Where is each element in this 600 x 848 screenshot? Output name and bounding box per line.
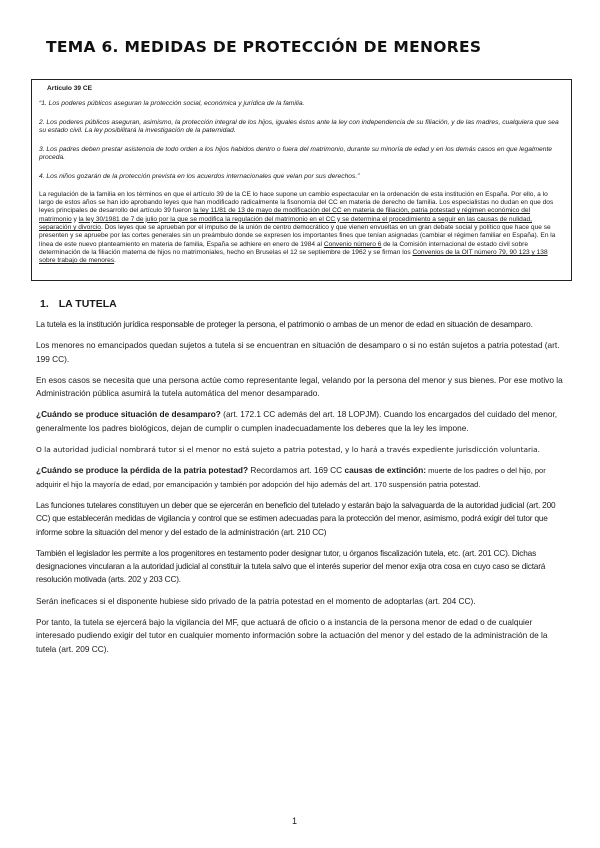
article-item-2: 2. Los poderes públicos aseguran, asimismo, la protección integral de los hijos, iguales éstos ante la ley con independencia de su filiación, y de las madres, cualquiera que sea su estado civil. La ley posibilitará la investigación de la paternidad. bbox=[39, 118, 559, 135]
law-30-1981-link: la ley 30/1981 de 7 de julio por la que se modifica la regulación del matrimonio en el CC y se determina el procedimiento a seguir en las causas de nulidad, separación y divorcio bbox=[39, 215, 532, 231]
section-number: 1. bbox=[40, 298, 49, 310]
commentary-text: . Dos leyes que se aprueban por el impulso de la unión de centro democrático y que vienen envueltas en un gran debate social y político que hace que se presenten y se apruebe por las cortes generales sin un preámbulo donde se expresen los importantes fines que tenían asignadas (cambiar el régimen familiar en España). En la línea de este nuevo planteamiento en materia de familia, España se adhiere en enero de 1984 al bbox=[39, 223, 556, 248]
page-number: 1 bbox=[292, 816, 298, 826]
section-content bbox=[36, 318, 564, 664]
paragraph: Las funciones tutelares constituyen un deber que se ejercerán en beneficio del tutelado y estarán bajo la salvaguarda de la autoridad judicial (art. 200 CC) que establecerán medidas de vigilancia y control que se estimen adecuadas para la protección del menor, asimismo, podrá exigir del tutor que informe sobre la situación del menor y del estado de la administración (art. 210 CC) bbox=[36, 499, 556, 537]
commentary-text: La regulación de la familia en los términos en que el artículo 39 de la CE lo hace supone un cambio espectacular en la ordenación de esta institución en España. Por ello, a lo largo de estos años se han ido aprobando leyes que han modificado radicalmente la fisonomía del CC en materia de derecho de familia. Los especialistas no dudan en que dos leyes principales de desarrollo del artículo 39 fueron bbox=[39, 190, 554, 215]
paragraph: Serán ineficaces si el disponente hubiese sido privado de la patria potestad en el momento de adoptarlas (art. 204 CC). bbox=[36, 595, 476, 606]
article-item-1: “1. Los poderes públicos aseguran la protección social, económica y jurídica de la familia. bbox=[39, 100, 305, 107]
paragraph: Los menores no emancipados quedan sujetos a tutela si se encuentran en situación de desamparo o si no están sujetos a patria potestad (art. 199 CC). bbox=[36, 340, 560, 364]
convenio-6-link: Convenio número 6 bbox=[323, 240, 382, 248]
section-title: LA TUTELA bbox=[58, 298, 117, 310]
law-11-81-link: la ley 11/81 de 13 de mayo de modificación del CC en materia de filiación, patria potestad y régimen económico del matrimonio bbox=[39, 207, 531, 223]
paragraph bbox=[36, 464, 564, 491]
paragraph: O la autoridad judicial nombrará tutor si el menor no está sujeto a patria potestad, y lo hará a través expediente jurisdicción voluntaria. bbox=[36, 445, 540, 455]
paragraph: La tutela es la institución jurídica responsable de proteger la persona, el patrimonio o ambas de un menor de edad en situación de desamparo. bbox=[36, 319, 533, 329]
paragraph-text: Recordamos art. 169 CC bbox=[248, 465, 345, 476]
article-box bbox=[31, 79, 572, 281]
article-item-4: 4. Los niños gozarán de la protección prevista en los acuerdos internacionales que velan por sus derechos.” bbox=[39, 172, 360, 180]
paragraph bbox=[36, 408, 564, 435]
commentary-text: de la Comisión internacional de estado civil sobre determinación de la filiación materna de hijos no matrimoniales, hecho en Bruselas el 12 se septiembre de 1962 y se firman los bbox=[39, 240, 528, 256]
article-label: Artículo 39 CE bbox=[47, 85, 93, 92]
commentary-text: y bbox=[71, 215, 79, 223]
section-heading bbox=[40, 298, 117, 310]
question-heading: ¿Cuándo se produce situación de desamparo? bbox=[36, 409, 221, 420]
question-heading: ¿Cuándo se produce la pérdida de la patria potestad? bbox=[36, 465, 249, 476]
page-title: TEMA 6. MEDIDAS DE PROTECCIÓN DE MENORES bbox=[46, 38, 482, 56]
commentary-text: . bbox=[114, 257, 116, 265]
bold-term: causas de extinción: bbox=[344, 465, 427, 476]
paragraph-text: muerte de los padres o del hijo, por adquirir el hijo la mayoría de edad, por emancipación y también por adopción del hijo además del art. 170 suspensión patria potestad. bbox=[36, 466, 546, 489]
paragraph-text: (art. 172.1 CC además del art. 18 LOPJM). Cuando los encargados del cuidado del menor, generalmente los padres biológicos, dejan de cumplir o cumplen inadecuadamente los deberes que la ley les impone. bbox=[36, 409, 558, 433]
article-commentary bbox=[39, 191, 564, 266]
paragraph: Por tanto, la tutela se ejercerá bajo la vigilancia del MF, que actuará de oficio o a instancia de la persona menor de edad o de cualquier interesado pudiendo exigir del tutor en cualquier momento información sobre la actuación del menor y del estado de la administración de la tutela (art. 209 CC). bbox=[36, 617, 548, 654]
paragraph: También el legislador les permite a los progenitores en testamento poder designar tutor, u órganos fiscalización tutela, etc. (art. 201 CC). Dichas designaciones vincularan a la autoridad judicial al constituir la tutela salvo que el interés superior del menor exija otra cosa en cuyo caso se dictará resolución motivada (arts. 202 y 203 CC). bbox=[36, 547, 546, 585]
paragraph: En esos casos se necesita que una persona actúe como representante legal, velando por la persona del menor y sus bienes. Por ese motivo la Administración pública asumirá la tutela automática del menor desamparado. bbox=[36, 374, 563, 399]
convenios-oit-link: Convenios de la OIT número 79, 90 123 y 138 sobre trabajo de menores bbox=[39, 248, 548, 265]
article-item-3: 3. Los padres deben prestar asistencia de todo orden a los hijos habidos dentro o fuera del matrimonio, durante su minoría de edad y en los demás casos en que legalmente proceda. bbox=[39, 145, 553, 162]
